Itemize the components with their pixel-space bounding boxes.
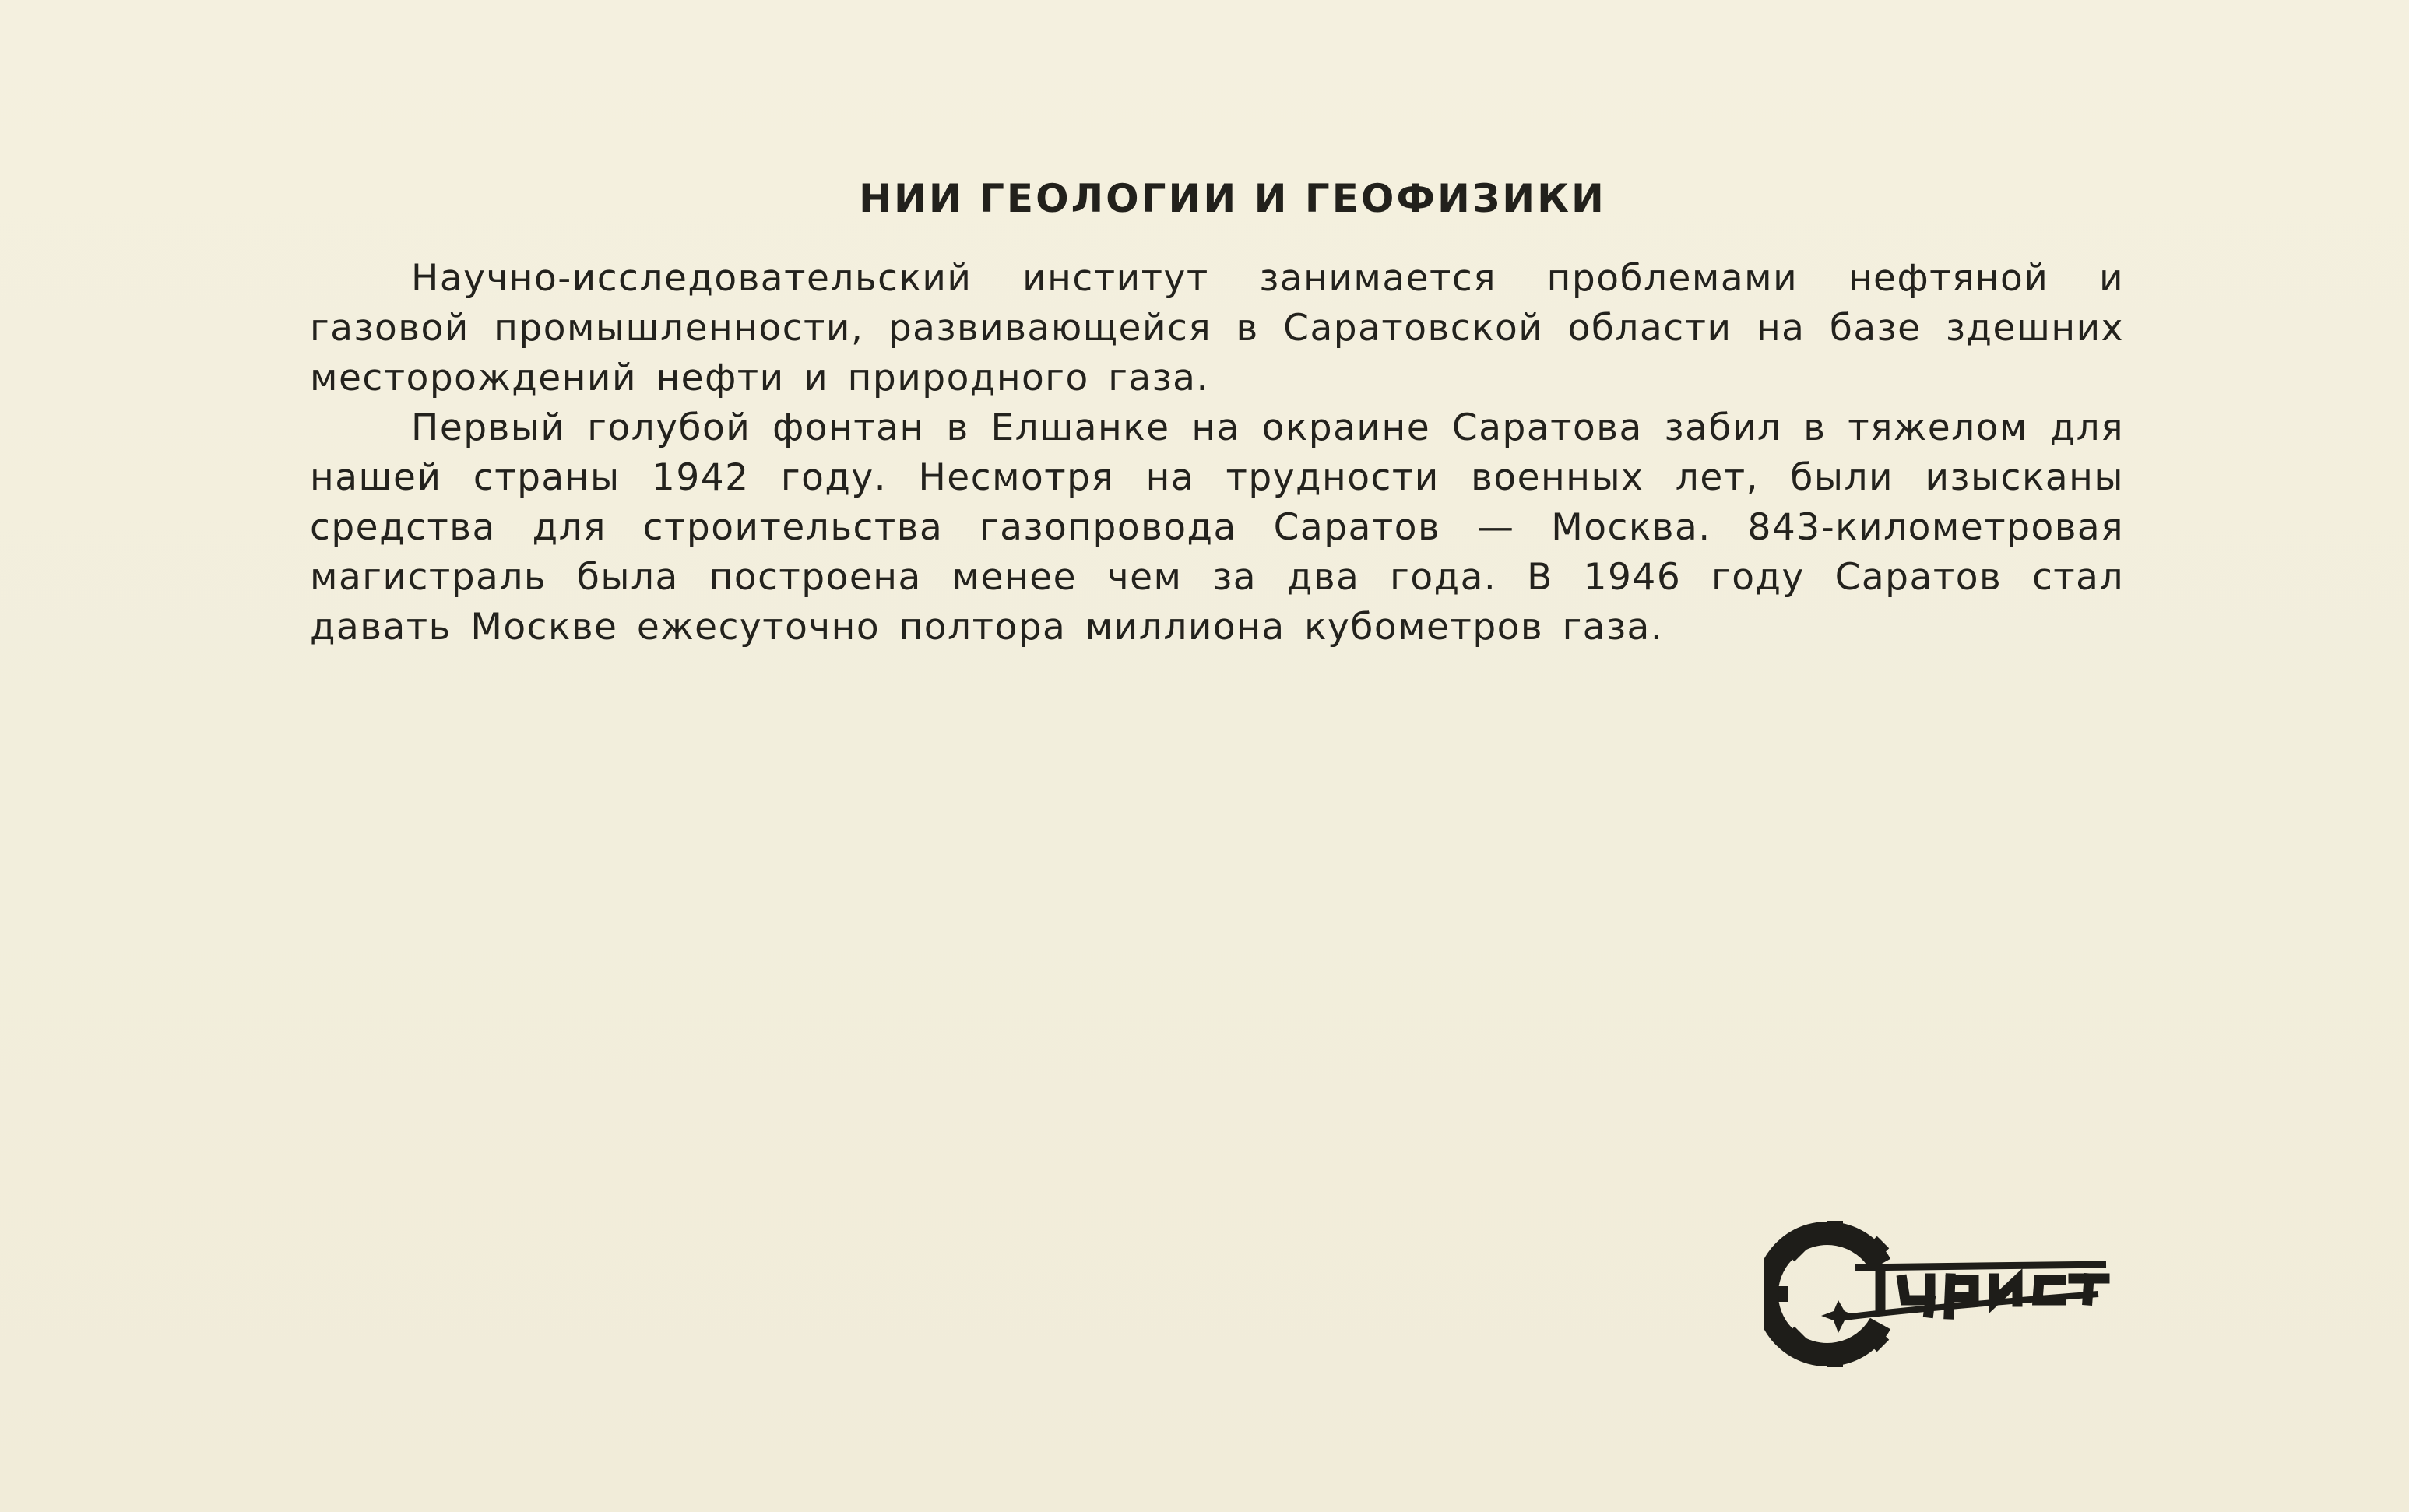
text-block [310, 176, 2124, 652]
gear-icon [1764, 1216, 2122, 1372]
document-title: НИИ ГЕОЛОГИИ И ГЕОФИЗИКИ [859, 176, 1606, 221]
paragraph-1: Научно-исследовательский институт занимается проблемами нефтяной и газовой промышленности, развивающейся в Саратовской области на базе здешних месторождений нефти и природного газа. [310, 257, 2124, 399]
turist-logo [1764, 1216, 2122, 1372]
paragraph-2: Первый голубой фонтан в Елшанке на окраине Саратова забил в тяжелом для нашей страны 1942 году. Несмотря на трудности военных лет, были изысканы средства для строительства газопровода Саратов — Москва. 843-километровая магистраль была построена менее чем за два года. В 1946 году Саратов стал давать Москве ежесуточно полтора миллиона кубометров газа. [310, 406, 2124, 649]
